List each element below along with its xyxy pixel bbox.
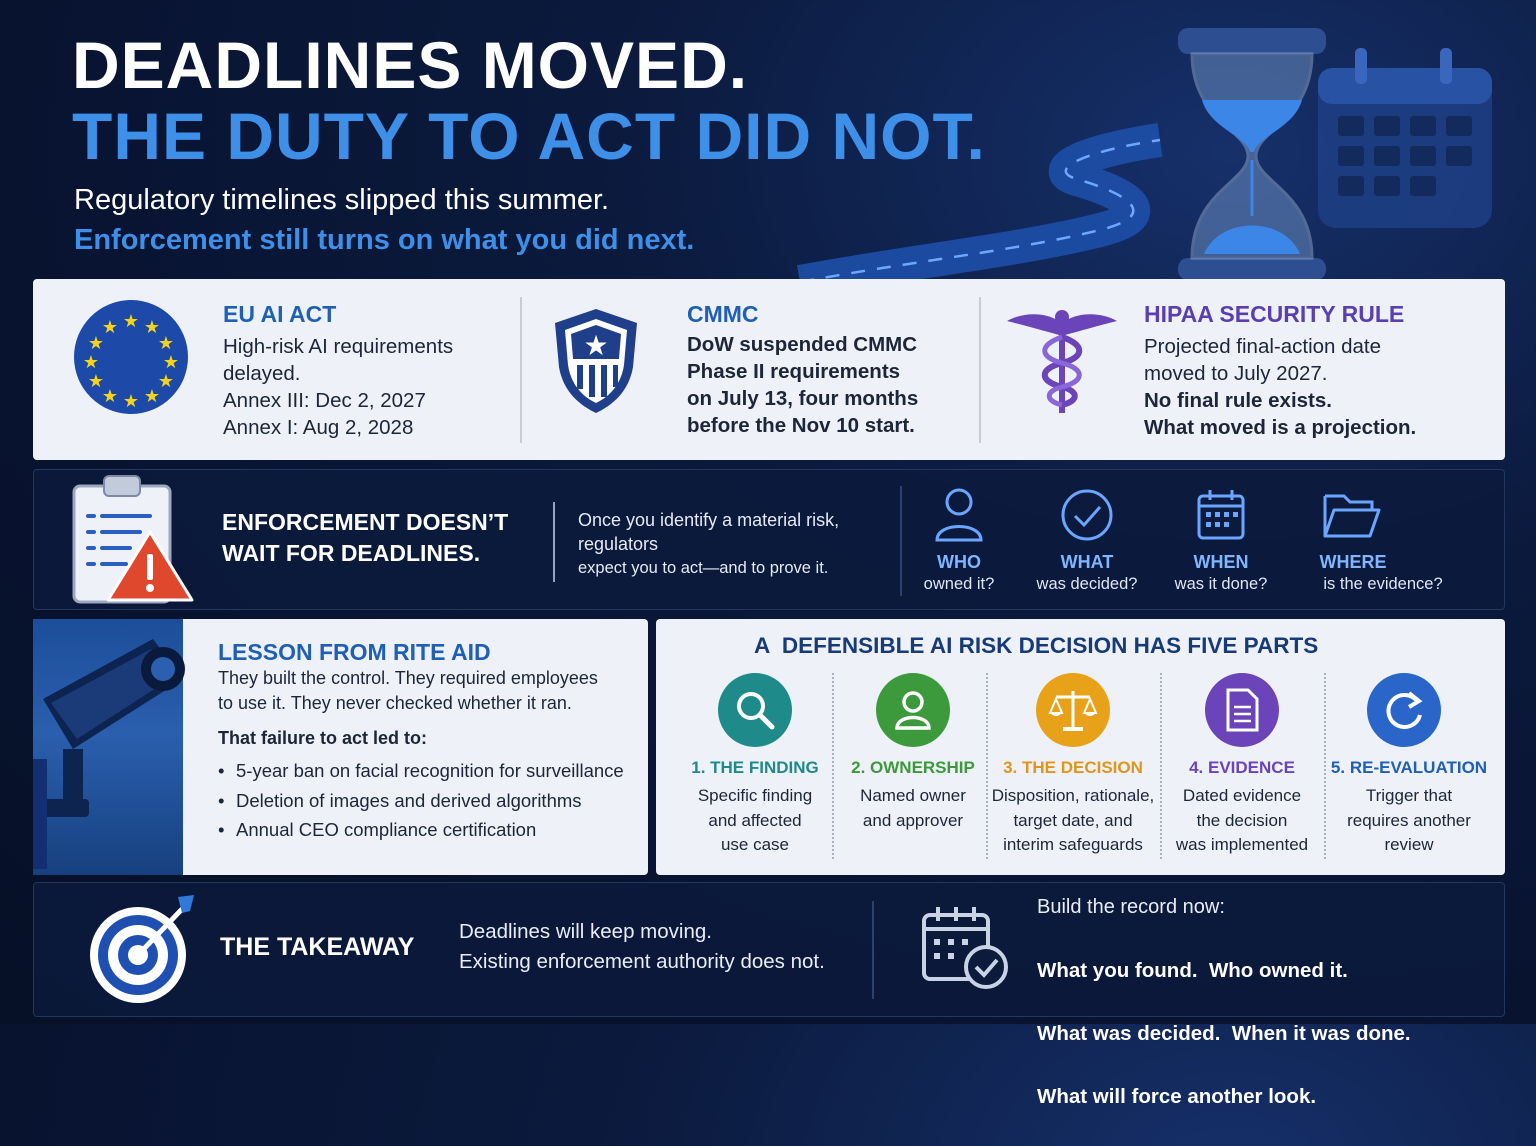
question-when-sub: was it done? [1174, 575, 1268, 593]
subtitle-line-1: Regulatory timelines slipped this summer. [74, 184, 610, 216]
rite-aid-title: LESSON FROM RITE AID [218, 639, 491, 665]
divider [520, 297, 522, 443]
part-ownership-text: Named owner and approver [860, 786, 966, 830]
takeaway-text: Deadlines will keep moving. Existing enforcement authority does not. [459, 920, 825, 973]
part-decision-text: Disposition, rationale, target date, and interim safeguards [991, 786, 1155, 854]
caduceus-icon [1003, 301, 1121, 419]
divider [872, 901, 874, 999]
question-when: WHEN [1193, 552, 1249, 572]
calendar-check-icon [920, 901, 1016, 997]
eu-ai-act-text: High-risk AI requirements delayed. Annex III: Dec 2, 2027 Annex I: Aug 2, 2028 [223, 335, 454, 439]
question-who-sub: owned it? [923, 575, 995, 593]
hourglass-icon [1178, 28, 1326, 280]
list-item: • Deletion of images and derived algorithms [218, 786, 624, 816]
hipaa-text: Projected final-action date moved to July 2027. No final rule exists. What moved is a projection. [1144, 335, 1417, 439]
svg-text:★: ★ [87, 333, 105, 354]
list-item: • Annual CEO compliance certification [218, 815, 624, 845]
target-icon [86, 891, 198, 1007]
divider [553, 502, 555, 582]
divider [979, 297, 981, 443]
calendar-icon [1196, 488, 1246, 542]
enforcement-title: ENFORCEMENT DOESN’T WAIT FOR DEADLINES. [222, 509, 509, 566]
question-what: WHAT [1060, 552, 1114, 572]
headline-line-2: THE DUTY TO ACT DID NOT. [72, 99, 986, 173]
folder-icon [1322, 490, 1382, 540]
part-evidence-head: 4. EVIDENCE [1189, 758, 1295, 777]
takeaway-panel [33, 882, 1505, 1108]
svg-text:★: ★ [122, 311, 140, 332]
part-evidence-text: Dated evidence the decision was implemented [1175, 786, 1309, 854]
scales-icon [1036, 673, 1110, 747]
headline-line-1: DEADLINES MOVED. [72, 28, 749, 102]
refresh-icon [1367, 673, 1441, 747]
eu-ai-act-title: EU AI ACT [223, 301, 337, 327]
rite-aid-text: They built the control. They required employees to use it. They never checked whether it ran. [218, 668, 598, 713]
svg-text:★: ★ [143, 386, 161, 407]
subtitle-line-2: Enforcement still turns on what you did next. [74, 224, 695, 256]
svg-text:★: ★ [82, 352, 100, 373]
rite-aid-led-to: That failure to act led to: [218, 728, 428, 748]
cmmc-title: CMMC [687, 301, 759, 327]
eu-flag-icon [73, 299, 189, 415]
record-lines: What you found. Who owned it. What was decided. When it was done. What will force another look. [1037, 959, 1411, 1108]
part-reevaluation-text: Trigger that requires another review [1347, 786, 1471, 854]
svg-text:★: ★ [101, 386, 119, 407]
svg-text:★: ★ [87, 371, 105, 392]
svg-text:★: ★ [162, 352, 180, 373]
part-reevaluation-head: 5. RE-EVALUATION [1330, 758, 1488, 777]
rite-aid-panel [33, 619, 648, 875]
check-circle-icon [1060, 488, 1114, 542]
svg-text:★: ★ [583, 329, 609, 362]
cmmc-text: DoW suspended CMMC Phase II requirements on July 13, four months before the Nov 10 start. [687, 333, 919, 437]
five-parts-panel [656, 619, 1505, 875]
part-finding-text: Specific finding and affected use case [697, 786, 813, 854]
question-where-sub: is the evidence? [1323, 575, 1443, 593]
list-item: • 5-year ban on facial recognition for surveillance [218, 756, 624, 786]
hourglass-road-illustration [800, 20, 1536, 282]
record-heading: Build the record now: [1037, 896, 1225, 918]
part-ownership-head: 2. OWNERSHIP [851, 758, 975, 777]
magnifier-icon [718, 673, 792, 747]
camera-icon [33, 619, 183, 875]
regulations-panel [33, 279, 1505, 460]
question-who: WHO [937, 552, 981, 572]
enforcement-panel [33, 469, 1505, 610]
takeaway-title: THE TAKEAWAY [220, 933, 415, 961]
calendar-icon [1318, 48, 1492, 228]
svg-text:★: ★ [157, 333, 175, 354]
svg-text:★: ★ [143, 317, 161, 338]
svg-text:★: ★ [101, 317, 119, 338]
five-parts-title: A DEFENSIBLE AI RISK DECISION HAS FIVE PARTS [754, 633, 1319, 658]
hipaa-title: HIPAA SECURITY RULE [1144, 301, 1405, 327]
svg-text:★: ★ [122, 391, 140, 412]
part-finding-head: 1. THE FINDING [691, 758, 819, 777]
svg-text:★: ★ [157, 371, 175, 392]
shield-star-icon [549, 305, 643, 417]
person-icon [876, 673, 950, 747]
person-icon [934, 486, 984, 542]
document-icon [1205, 673, 1279, 747]
security-camera-image [33, 619, 183, 875]
question-what-sub: was decided? [1036, 575, 1138, 593]
rite-aid-consequences [218, 756, 624, 845]
clipboard-warning-icon [70, 474, 198, 604]
part-decision-head: 3. THE DECISION [1003, 758, 1143, 777]
enforcement-text: Once you identify a material risk, regulators expect you to act—and to prove it. [578, 510, 840, 577]
question-where: WHERE [1319, 552, 1387, 572]
